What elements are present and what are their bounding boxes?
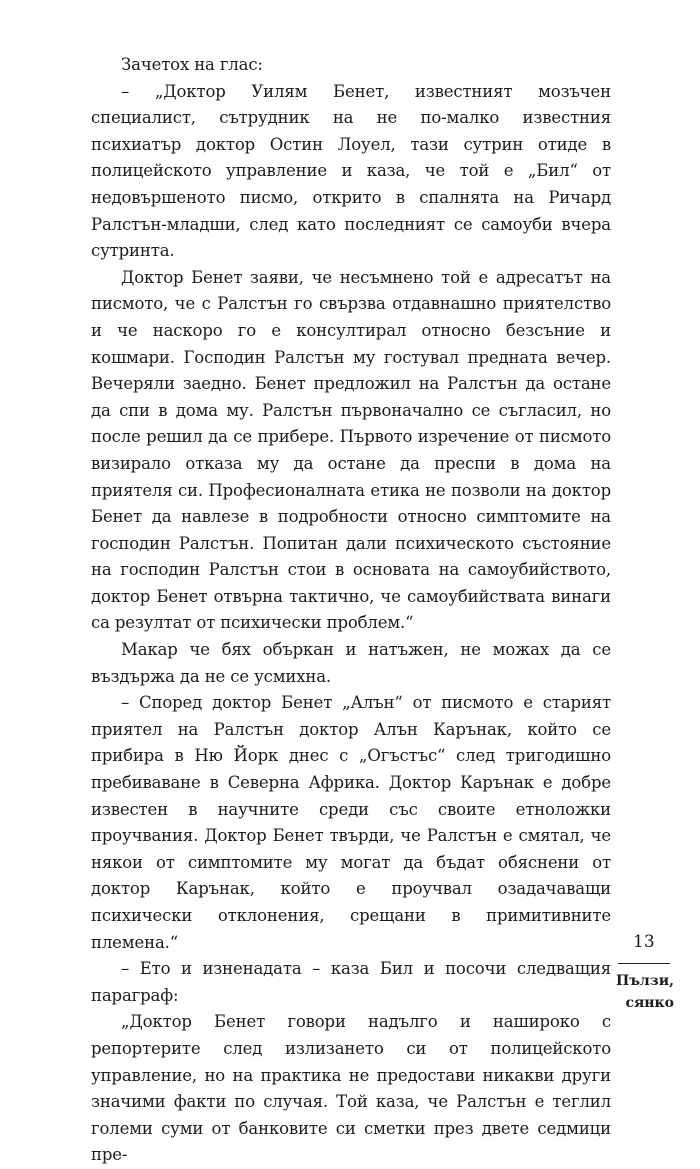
running-title-line-2: сянко [625, 995, 674, 1011]
paragraph-6: – Ето и изненадата – каза Бил и посочи следващия параграф: [91, 959, 611, 1005]
body-text [91, 52, 611, 1169]
page-number: 13 [633, 932, 655, 952]
paragraph-7: „Доктор Бенет говори надълго и нашироко с репортерите след излизането си от полицейското управление, но на практика не предостави никакви други значими факти по случая. Той каза, че Ралстън е теглил големи суми от банковите си сметки през двете седмици пре- [91, 1012, 611, 1165]
paragraph-2: – „Доктор Уилям Бенет, известният мозъчен специалист, сътрудник на не по-малко известния психиатър доктор Остин Лоуел, тази сутрин отиде в полицейското управление и каза, че той е „Бил“ от недовършеното писмо, открито в спалнята на Ричард Ралстън-младши, след като последният се самоуби вчера сутринта. [91, 81, 611, 261]
paragraph-5: – Според доктор Бенет „Алън“ от писмото е старият приятел на Ралстън доктор Алън Карънак, който се прибира в Ню Йорк днес с „Огъстъс“ след тригодишно пребиваване в Северна Африка. Доктор Карънак е добре известен в научните среди със своите етноложки проучвания. Доктор Бенет твърди, че Ралстън е смятал, че някои от симптомите му могат да бъдат обяснени от доктор Карънак, който е проучвал озадачаващи психически отклонения, срещани в примитивните племена.“ [91, 693, 611, 952]
running-title-line-1: Пълзи, [615, 973, 674, 989]
paragraph-3: Доктор Бенет заяви, че несъмнено той е адресатът на писмото, че с Ралстън го свързва отдавнашно приятелство и че наскоро го е консултирал относно безсъние и кошмари. Господин Ралстън му гостувал предната вечер. Вечеряли заедно. Бенет предложил на Ралстън да остане да спи в дома му. Ралстън първоначално се съгласил, но после решил да се прибере. Първото изречение от писмото визирало отказа му да остане да преспи в дома на приятеля си. Професионалната етика не позволи на доктор Бенет да навлезе в подробности относно симптомите на господин Ралстън. Попитан дали психическото състояние на господин Ралстън стои в основата на самоубийството, доктор Бенет отвърна тактично, че самоубийствата винаги са резултат от психически проблем.“ [91, 267, 611, 633]
running-title [610, 970, 674, 1014]
margin-divider [618, 963, 670, 964]
paragraph-1: Зачетох на глас: [121, 55, 263, 74]
paragraph-4: Макар че бях объркан и натъжен, не можах да се въздържа да не се усмихна. [91, 640, 611, 686]
